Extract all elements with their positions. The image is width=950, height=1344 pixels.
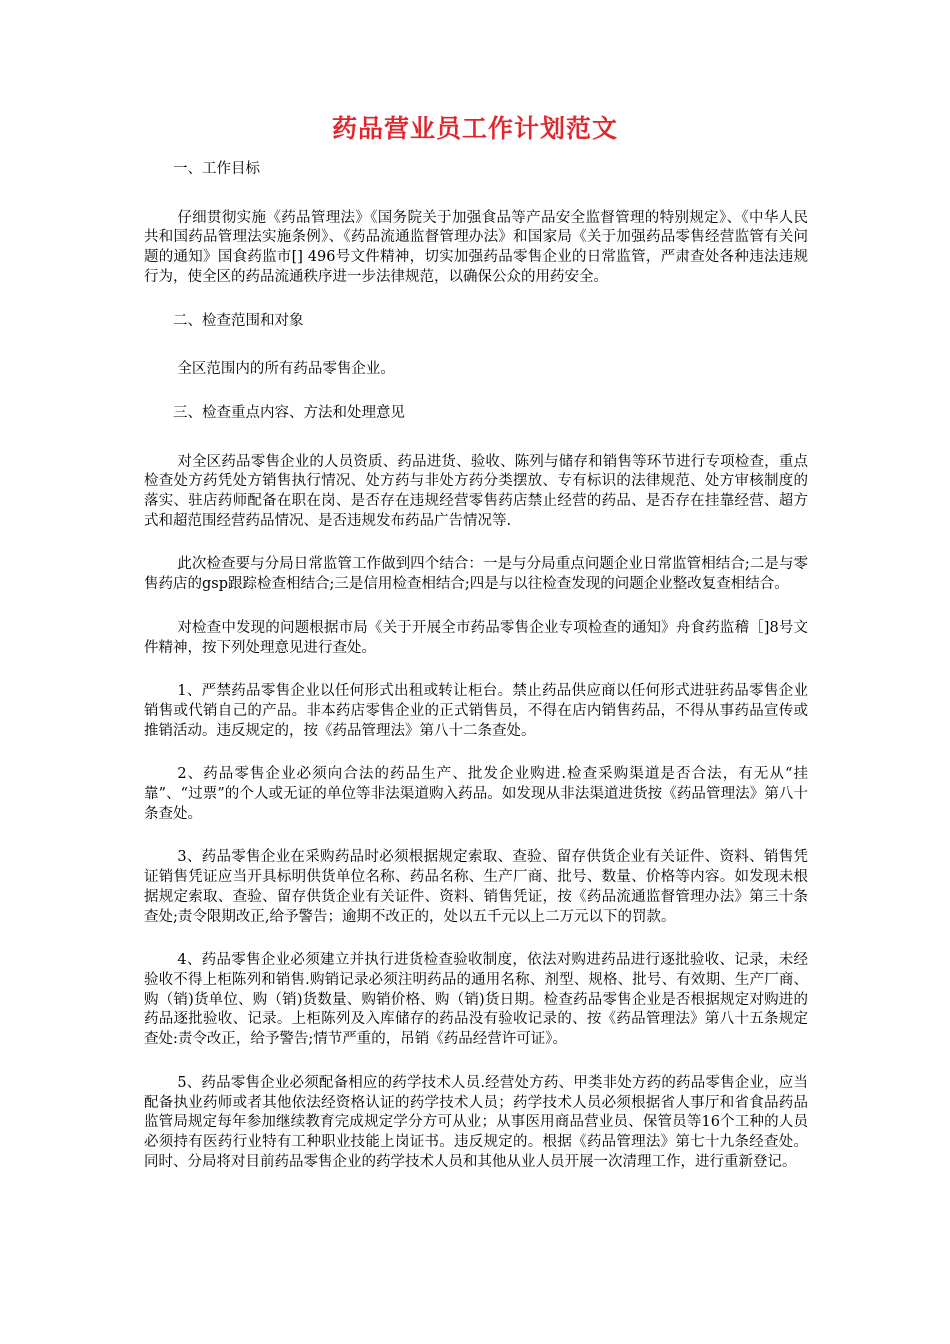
- paragraph-item-4: 4、药品零售企业必须建立并执行进货检查验收制度，依法对购进药品进行逐批验收、记录，未经验收不得上柜陈列和销售.购销记录必须注明药品的通用名称、剂型、规格、批号、有效期、生产厂商、购（销)货单位、购（销)货数量、购销价格、购（销)货日期。检查药品零售企业是否根据规定对购进的药品逐批验收、记录。上柜陈列及入库储存的药品没有验收记录的、按《药品管理法》第八十五条规定查处:责令改正，给予警告;情节严重的，吊销《药品经营许可证》。: [144, 952, 808, 1048]
- paragraph-item-1: 1、严禁药品零售企业以任何形式出租或转让柜台。禁止药品供应商以任何形式进驻药品零售企业销售或代销自己的产品。非本药店零售企业的正式销售员，不得在店内销售药品，不得从事药品宣传或推销活动。违反规定的，按《药品管理法》第八十二条查处。: [144, 683, 808, 739]
- paragraph-item-5: 5、药品零售企业必须配备相应的药学技术人员.经营处方药、甲类非处方药的药品零售企业，应当配备执业药师或者其他依法经资格认证的药学技术人员；药学技术人员必须根据省人事厅和省食品药品监管局规定每年参加继续教育完成规定学分方可从业；从事医用商品营业员、保管员等16个工种的人员必须持有医药行业特有工种职业技能上岗证书。违反规定的。根据《药品管理法》第七十九条经查处。同时、分局将对目前药品零售企业的药学技术人员和其他从业人员开展一次清理工作，进行重新登记。: [144, 1074, 808, 1170]
- section-heading-content: 三、检查重点内容、方法和处理意见: [173, 404, 405, 421]
- paragraph-four-combinations: 此次检查要与分局日常监管工作做到四个结合：一是与分局重点问题企业日常监管相结合;二是与零售药店的gsp跟踪检查相结合;三是信用检查相结合;四是与以往检查发现的问题企业整改复查相结合。: [144, 556, 808, 593]
- paragraph-handling-basis: 对检查中发现的问题根据市局《关于开展全市药品零售企业专项检查的通知》舟食药监稽［]8号文件精神，按下列处理意见进行查处。: [144, 619, 808, 656]
- paragraph-inspection-content: 对全区药品零售企业的人员资质、药品进货、验收、陈列与储存和销售等环节进行专项检查，重点检查处方药凭处方销售执行情况、处方药与非处方药分类摆放、专有标识的法律规范、处方审核制度的落实、驻店药师配备在职在岗、是否存在违规经营零售药店禁止经营的药品、是否存在挂靠经营、超方式和超范围经营药品情况、是否违规发布药品广告情况等.: [144, 453, 808, 529]
- paragraph-goals: 仔细贯彻实施《药品管理法》《国务院关于加强食品等产品安全监督管理的特别规定》、《中华人民共和国药品管理法实施条例》、《药品流通监督管理办法》和国家局《关于加强药品零售经营监管有关问题的通知》国食药监市[] 496号文件精神，切实加强药品零售企业的日常监管，严肃查处各种违法违规行为，使全区的药品流通秩序进一步法律规范，以确保公众的用药安全。: [144, 209, 808, 285]
- page-title: 药品营业员工作计划范文: [331, 114, 618, 143]
- paragraph-scope: 全区范围内的所有药品零售企业。: [177, 361, 395, 378]
- document-body: [144, 160, 808, 1172]
- paragraph-item-3: 3、药品零售企业在采购药品时必须根据规定索取、查验、留存供货企业有关证件、资料、销售凭证销售凭证应当开具标明供货单位名称、药品名称、生产厂商、批号、数量、价格等内容。如发现未根据规定索取、查验、留存供货企业有关证件、资料、销售凭证，按《药品流通监督管理办法》第三十条查处;责令限期改正,给予警告；逾期不改正的，处以五千元以上二万元以下的罚款。: [144, 849, 808, 925]
- section-heading-goals: 一、工作目标: [173, 161, 260, 177]
- section-heading-scope: 二、检查范围和对象: [173, 312, 304, 329]
- paragraph-item-2: 2、药品零售企业必须向合法的药品生产、批发企业购进.检查采购渠道是否合法，有无从“挂靠”、“过票”的个人或无证的单位等非法渠道购入药品。如发现从非法渠道进货按《药品管理法》第八十条查处。: [144, 766, 808, 822]
